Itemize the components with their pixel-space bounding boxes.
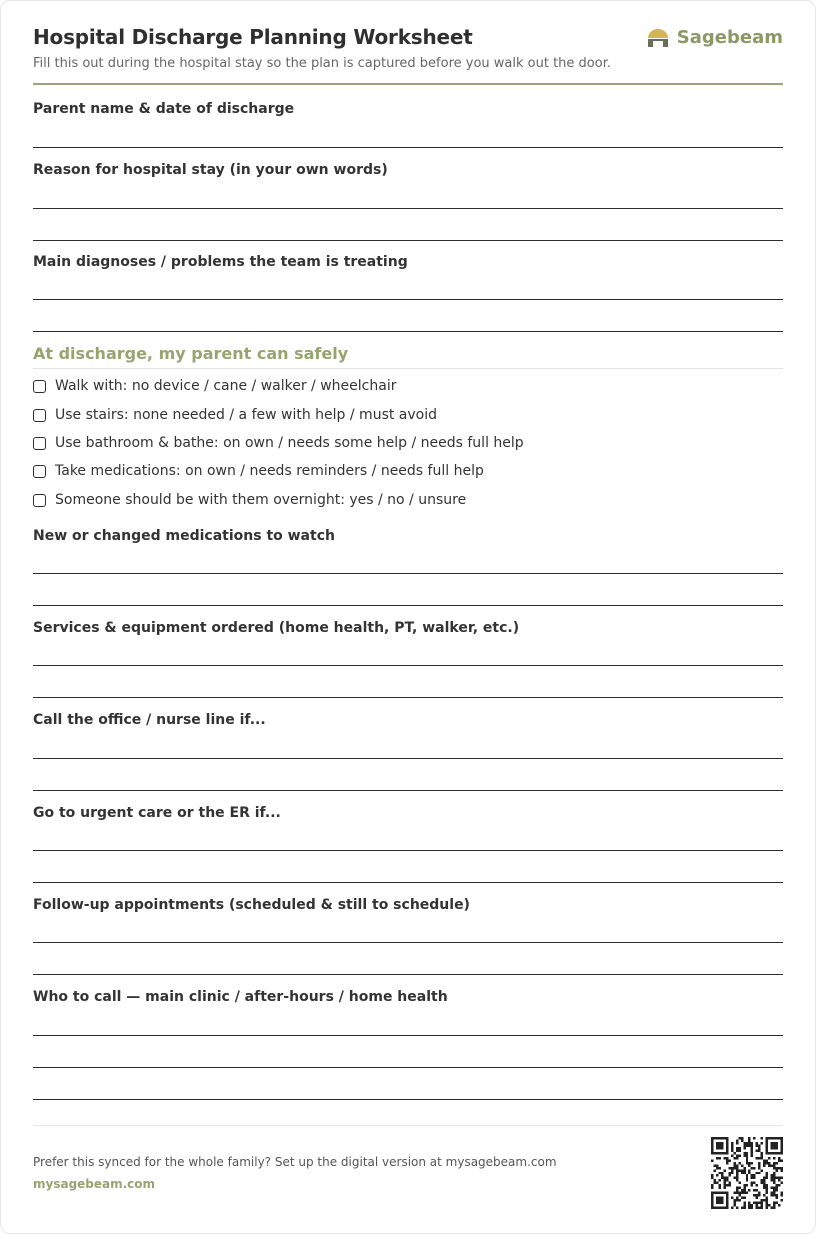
write-line[interactable] (33, 942, 783, 943)
checklist-item[interactable] (33, 407, 437, 423)
field-label-services: Services & equipment ordered (home health, PT, walker, etc.) (33, 620, 520, 636)
write-line[interactable] (33, 1035, 783, 1036)
sagebeam-logo-icon (647, 28, 669, 48)
checkbox[interactable] (33, 494, 46, 507)
page-title: Hospital Discharge Planning Worksheet (33, 25, 473, 49)
checklist-item-label: Use stairs: none needed / a few with help / must avoid (55, 407, 438, 423)
write-line[interactable] (33, 299, 783, 300)
write-line[interactable] (33, 697, 783, 698)
checklist-item-label: Someone should be with them overnight: yes / no / unsure (55, 492, 467, 508)
field-label-urgent-care: Go to urgent care or the ER if... (33, 805, 281, 821)
checkbox[interactable] (33, 380, 46, 393)
checklist-item-label: Walk with: no device / cane / walker / wheelchair (55, 378, 397, 394)
write-line[interactable] (33, 758, 783, 759)
field-label-reason: Reason for hospital stay (in your own words) (33, 162, 388, 178)
checklist-item[interactable] (33, 378, 396, 394)
write-line[interactable] (33, 882, 783, 883)
field-label-parent-name: Parent name & date of discharge (33, 101, 295, 117)
field-label-who-to-call: Who to call — main clinic / after-hours / home health (33, 989, 448, 1005)
write-line[interactable] (33, 331, 783, 332)
write-line[interactable] (33, 573, 783, 574)
qr-code-icon[interactable] (711, 1137, 783, 1209)
brand (647, 27, 783, 48)
page-subtitle: Fill this out during the hospital stay so the plan is captured before you walk out the door. (33, 56, 611, 71)
write-line[interactable] (33, 1099, 783, 1100)
worksheet-header (33, 25, 783, 85)
write-line[interactable] (33, 850, 783, 851)
write-line[interactable] (33, 208, 783, 209)
field-label-diagnoses: Main diagnoses / problems the team is treating (33, 254, 408, 270)
checklist-item[interactable] (33, 492, 466, 508)
checkbox[interactable] (33, 409, 46, 422)
write-line[interactable] (33, 1067, 783, 1068)
write-line[interactable] (33, 974, 783, 975)
checklist-item-label: Take medications: on own / needs reminders / needs full help (55, 463, 484, 479)
write-line[interactable] (33, 665, 783, 666)
checklist-item[interactable] (33, 463, 484, 479)
write-line[interactable] (33, 240, 783, 241)
footer-note: Prefer this synced for the whole family? Set up the digital version at mysagebeam.com (33, 1155, 557, 1169)
footer-divider (33, 1125, 783, 1126)
write-line[interactable] (33, 605, 783, 606)
safety-section-header (33, 344, 783, 369)
field-label-follow-up: Follow-up appointments (scheduled & still to schedule) (33, 897, 470, 913)
brand-name: Sagebeam (676, 27, 783, 48)
checkbox[interactable] (33, 465, 46, 478)
footer-link[interactable]: mysagebeam.com (33, 1177, 156, 1191)
field-label-call-office: Call the office / nurse line if... (33, 712, 266, 728)
write-line[interactable] (33, 790, 783, 791)
checklist-item[interactable] (33, 435, 524, 451)
field-label-medications: New or changed medications to watch (33, 528, 335, 544)
checklist-item-label: Use bathroom & bathe: on own / needs some help / needs full help (55, 435, 524, 451)
section-title: At discharge, my parent can safely (33, 344, 349, 363)
checkbox[interactable] (33, 437, 46, 450)
write-line[interactable] (33, 147, 783, 148)
